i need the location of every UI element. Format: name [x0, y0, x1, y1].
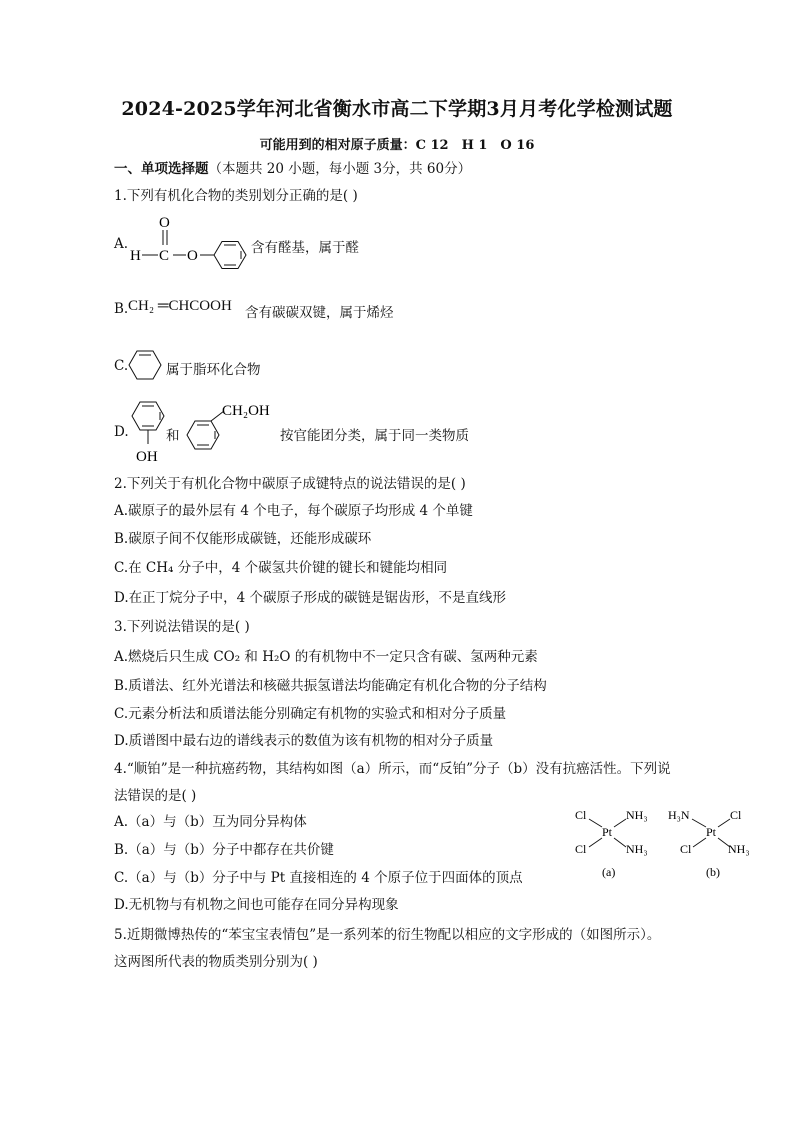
q2-option-b: B.碳原子间不仅能形成碳链，还能形成碳环 [114, 531, 372, 547]
benzyl-ch2oh: CH₂OH [222, 403, 270, 419]
q1-option-b-label: B. [114, 301, 129, 317]
cis-cl-top: Cl [575, 808, 587, 822]
formula-ester-o: O [187, 248, 198, 264]
q4-option-a: A.（a）与（b）互为同分异构体 [114, 814, 307, 830]
benzyl-alcohol-structure [184, 399, 284, 449]
q4-option-d: D.无机物与有机物之间也可能存在同分异构现象 [114, 897, 399, 913]
q1-option-d-label: D. [114, 424, 129, 440]
q3-option-c: C.元素分析法和质谱法能分别确定有机物的实验式和相对分子质量 [114, 706, 507, 722]
platinum-complexes-figure [570, 805, 760, 880]
q3-option-b: B.质谱法、红外光谱法和核磁共振氢谱法均能确定有机化合物的分子结构 [114, 678, 547, 694]
cis-cl-bottom: Cl [575, 842, 587, 856]
q2-option-a: A.碳原子的最外层有 4 个电子，每个碳原子均形成 4 个单键 [114, 503, 473, 519]
q3-option-d: D.质谱图中最右边的谱线表示的数值为该有机物的相对分子质量 [114, 733, 494, 749]
section-heading [114, 160, 471, 178]
q1-option-c-label: C. [114, 358, 129, 374]
q2-option-c: C.在 CH₄ 分子中，4 个碳氢共价键的键长和键能均相同 [114, 560, 448, 576]
formula-carbonyl-o: O [159, 215, 170, 231]
q4-stem-line1: 4.“顺铂”是一种抗癌药物，其结构如图（a）所示，而“反铂”分子（b）没有抗癌活性。下列说 [114, 761, 671, 777]
trans-cl-top: Cl [730, 808, 742, 822]
phenol-structure [130, 398, 170, 466]
q4-option-c: C.（a）与（b）分子中与 Pt 直接相连的 4 个原子位于四面体的顶点 [114, 870, 523, 886]
cis-nh3-bottom: NH₃ [626, 842, 648, 856]
phenyl-formate-structure [128, 212, 253, 272]
trans-nh3-bottom: NH₃ [728, 842, 750, 856]
cis-pt: Pt [602, 825, 613, 839]
q5-stem-line2: 这两图所代表的物质类别分别为( ) [114, 954, 318, 970]
section-title: 一、单项选择题 [114, 161, 209, 177]
q4-option-b: B.（a）与（b）分子中都存在共价键 [114, 842, 334, 858]
trans-cl-bottom: Cl [680, 842, 692, 856]
q3-stem: 3.下列说法错误的是( ) [114, 619, 250, 635]
q1-option-d-and: 和 [166, 428, 180, 444]
q2-stem: 2.下列关于有机化合物中碳原子成键特点的说法错误的是( ) [114, 476, 466, 492]
q1-stem: 1.下列有机化合物的类别划分正确的是( ) [114, 188, 358, 204]
q5-stem-line1: 5.近期微博热传的“苯宝宝表情包”是一系列苯的衍生物配以相应的文字形成的（如图所示）。 [114, 927, 661, 943]
atomic-masses: 可能用到的相对原子质量：C 12 H 1 O 16 [259, 138, 535, 153]
q2-option-d: D.在正丁烷分子中，4 个碳原子形成的碳链是锯齿形，不是直线形 [114, 590, 507, 606]
q1-option-a-label: A. [114, 236, 129, 252]
cyclohexene-structure [126, 346, 166, 386]
q1-option-a-desc: 含有醛基，属于醛 [251, 240, 359, 256]
cis-nh3-top: NH₃ [626, 808, 648, 822]
q1-option-c-desc: 属于脂环化合物 [166, 362, 261, 378]
phenol-oh: OH [136, 449, 158, 465]
formula-h: H [130, 248, 141, 264]
acrylic-acid-formula: CH₂ ═CHCOOH [128, 298, 232, 314]
q1-option-b-desc: 含有碳碳双键，属于烯烃 [245, 305, 394, 321]
section-note: （本题共 20 小题，每小题 3分，共 60分） [208, 161, 472, 177]
q3-option-a: A.燃烧后只生成 CO₂ 和 H₂O 的有机物中不一定只含有碳、氢两种元素 [114, 649, 538, 665]
figure-caption-a: (a) [602, 865, 616, 879]
formula-c: C [159, 248, 170, 264]
page-title: 2024-2025学年河北省衡水市高二下学期3月月考化学检测试题 [121, 98, 673, 120]
trans-h3n-top: H₃N [668, 808, 690, 822]
q4-stem-line2: 法错误的是( ) [114, 788, 197, 804]
figure-caption-b: (b) [706, 865, 720, 879]
q1-option-d-desc: 按官能团分类，属于同一类物质 [280, 428, 469, 444]
trans-pt: Pt [706, 825, 717, 839]
